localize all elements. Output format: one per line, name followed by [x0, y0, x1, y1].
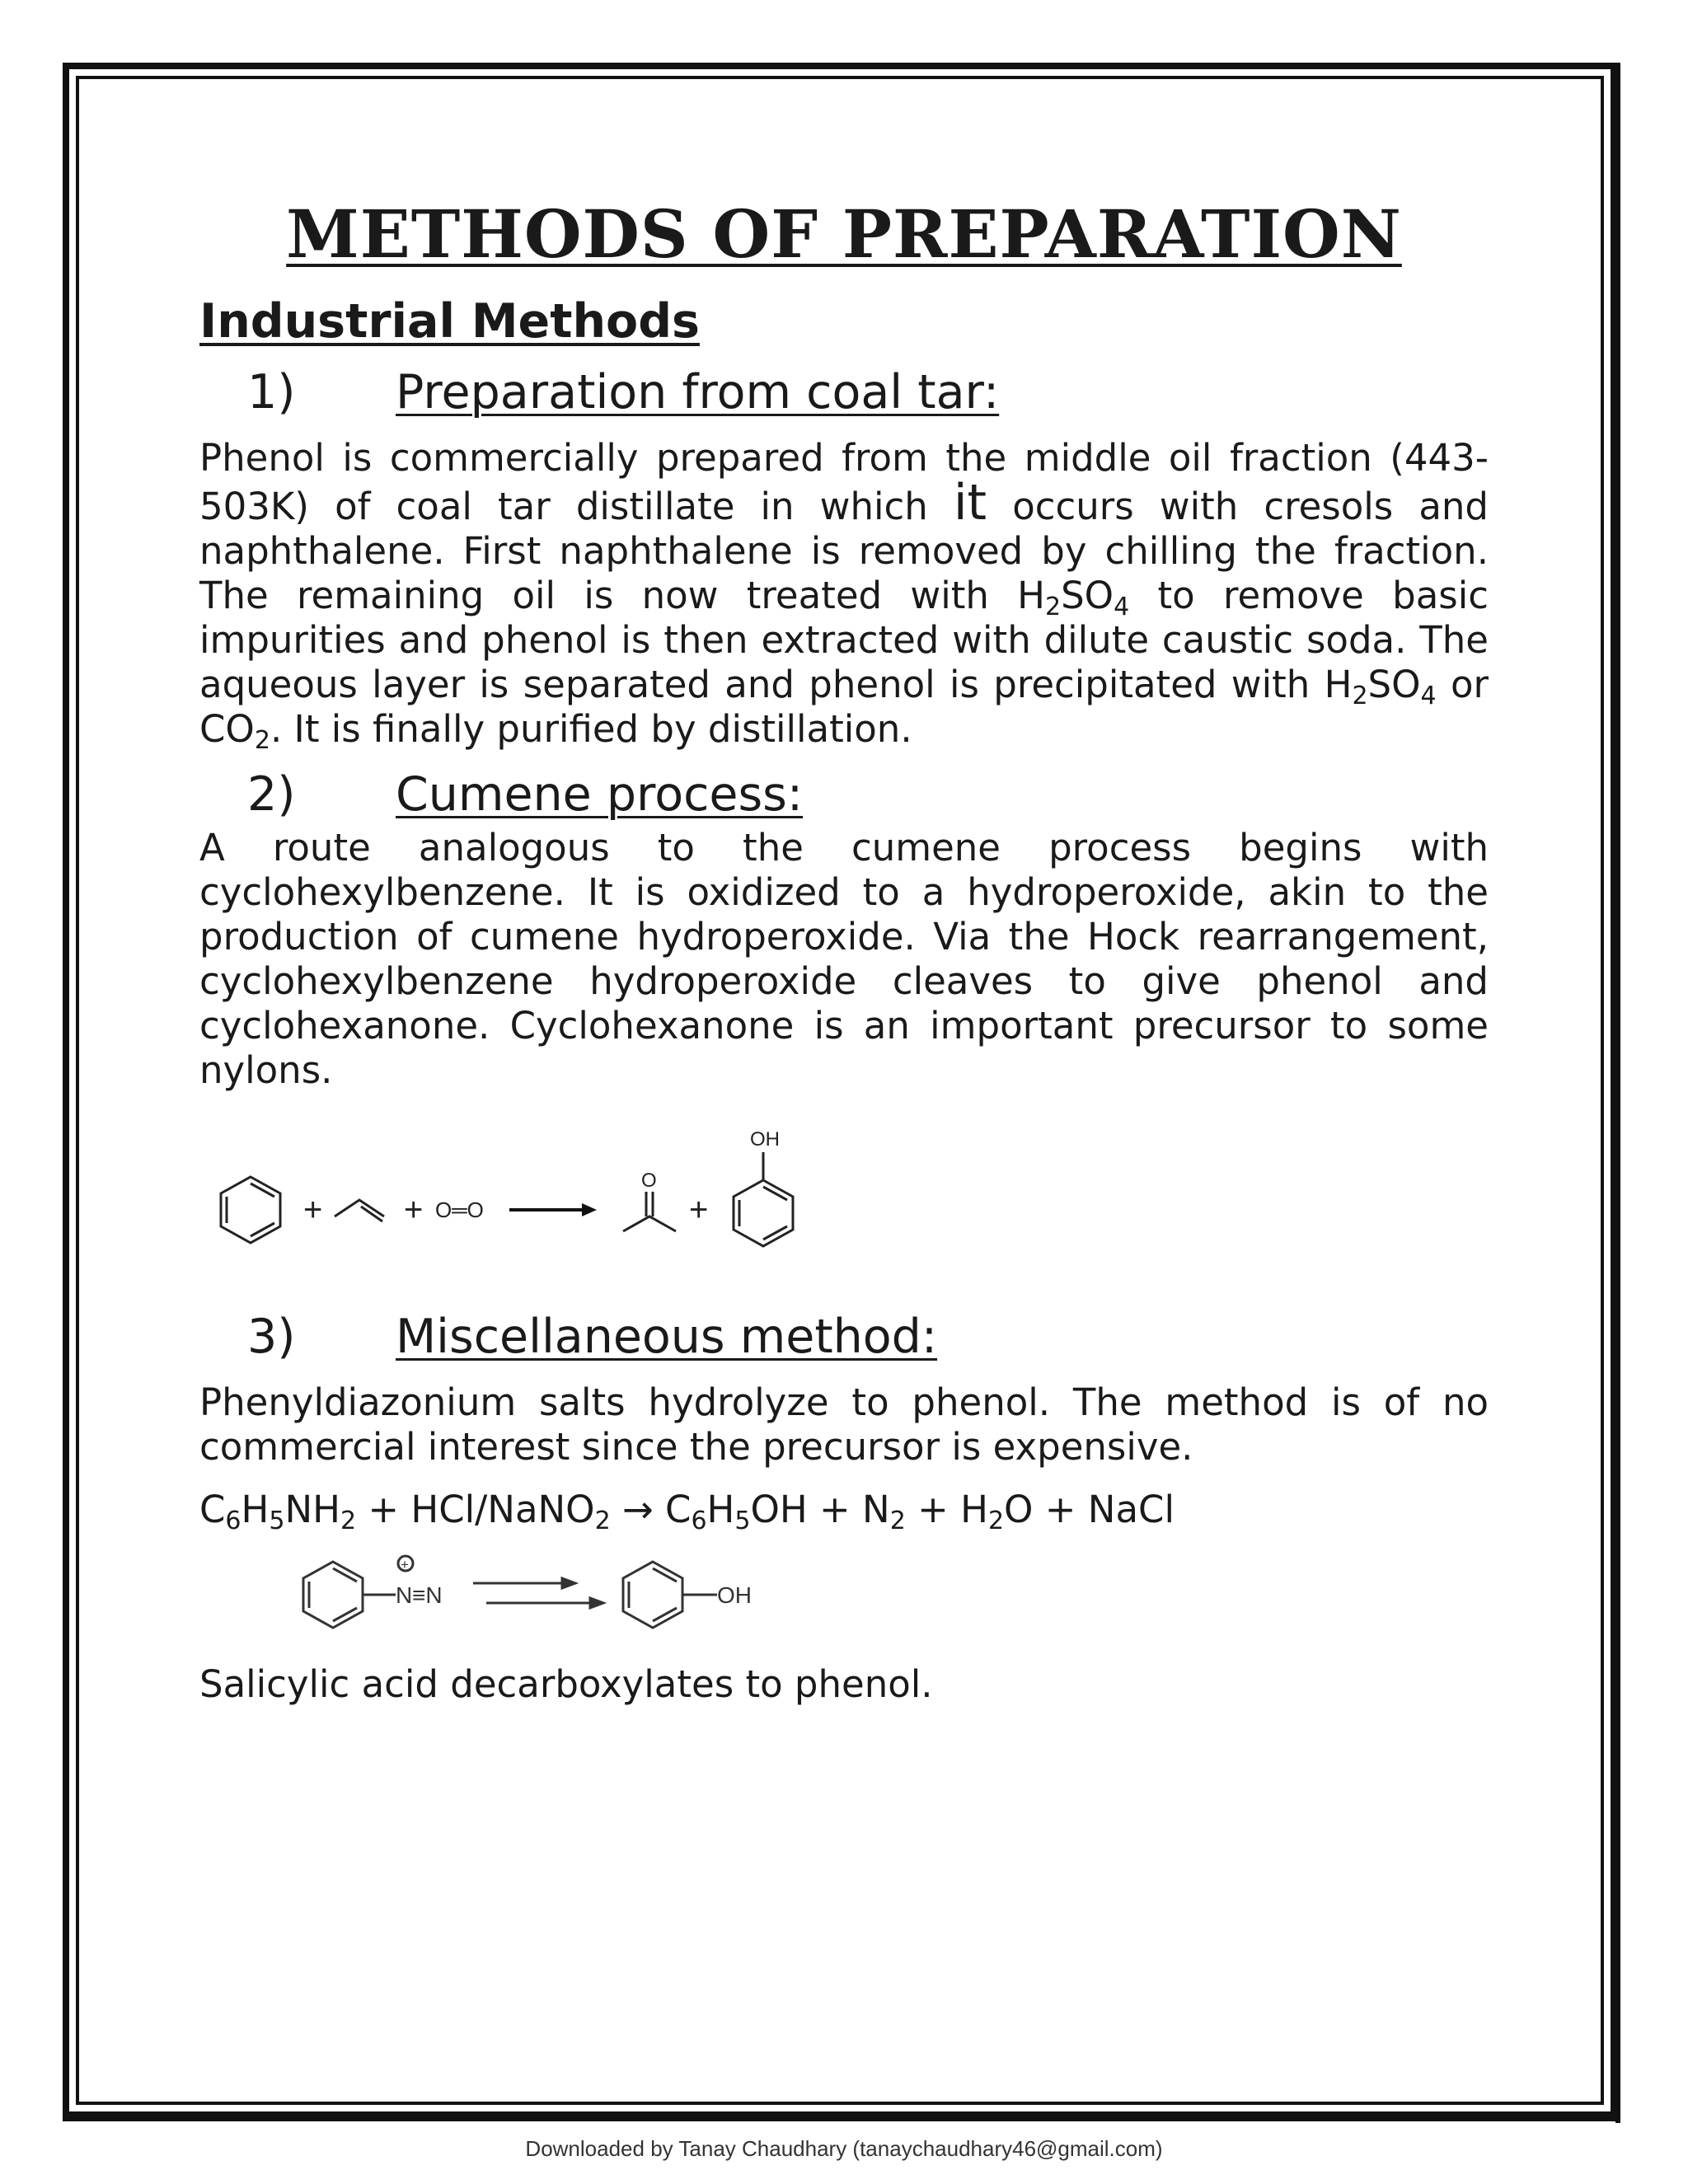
eq-part: C — [199, 1487, 226, 1531]
nitrogen-label: N — [396, 1582, 413, 1608]
method-2-paragraph: A route analogous to the cumene process begins with cyclohexylbenzene. It is oxidized to a hydroperoxide, akin to the production of cumene hydroperoxide. Via the Hock rearrangement, cyclohexylbenzene hydroperoxide cleaves to give phenol and cyclohexanone. Cyclohexanone is an important precursor to some nylons. — [199, 826, 1489, 1093]
subscript: 4 — [1114, 592, 1130, 621]
method-2-title: Cumene process: — [396, 766, 804, 822]
method-1-text-c: SO — [1061, 573, 1114, 617]
method-3-paragraph: Phenyldiazonium salts hydrolyze to phenol. The method is of no commercial interest since the precursor is expensive. — [199, 1380, 1489, 1469]
subscript: 4 — [1420, 681, 1437, 710]
diazonium-reaction-scheme — [298, 1544, 809, 1634]
method-3-title: Miscellaneous method: — [396, 1310, 938, 1365]
eq-part: + H — [905, 1487, 988, 1531]
hydroxyl-label: OH — [750, 1128, 780, 1151]
section-heading: Industrial Methods — [199, 294, 700, 349]
eq-part: OH + N — [750, 1487, 890, 1531]
propene-structure — [335, 1200, 384, 1221]
page-border-shadow-bottom — [63, 2116, 1620, 2121]
subscript: 2 — [254, 725, 270, 755]
oxygen-molecule: O═O — [435, 1197, 484, 1223]
double-reaction-arrow — [473, 1578, 603, 1608]
method-1-text-b: occurs with cresols and naphthalene. First naphthalene is removed by chilling the fraction. The remaining oil is now treated with H — [199, 484, 1489, 617]
page-border-shadow-right — [1615, 63, 1620, 2123]
positive-charge-label: + — [401, 1556, 409, 1572]
hydroxyl-label: OH — [717, 1582, 752, 1608]
method-3-number: 3) — [247, 1310, 296, 1365]
method-1-text-f: or CO — [199, 662, 1489, 751]
phenol-structure — [734, 1152, 793, 1246]
subscript: 6 — [691, 1506, 707, 1535]
subscript: 2 — [987, 1506, 1005, 1535]
carbonyl-oxygen-label: O — [641, 1169, 657, 1193]
method-1-paragraph — [199, 435, 1489, 755]
method-3-closing: Salicylic acid decarboxylates to phenol. — [199, 1661, 933, 1706]
eq-part: O + NaCl — [1004, 1487, 1175, 1531]
eq-part: H — [241, 1487, 270, 1531]
document-content — [199, 195, 1489, 1707]
method-2-number: 2) — [247, 766, 296, 822]
subscript: 2 — [889, 1506, 906, 1535]
eq-part: + HCl/NaNO — [356, 1487, 595, 1531]
eq-part: → C — [610, 1487, 692, 1531]
subscript: 2 — [1045, 592, 1062, 621]
method-1-number: 1) — [247, 365, 296, 420]
method-1-text-g: . It is finally purified by distillation. — [270, 706, 912, 751]
method-2-heading — [247, 766, 1489, 823]
eq-part: H — [706, 1487, 735, 1531]
phenol-product-structure — [623, 1562, 717, 1628]
subscript: 6 — [225, 1506, 241, 1535]
subscript: 2 — [340, 1506, 357, 1535]
plus-sign: + — [303, 1192, 323, 1229]
method-1-it-word: it — [953, 473, 987, 532]
download-footer: Downloaded by Tanay Chaudhary (tanaychaudhary46@gmail.com) — [525, 2136, 1163, 2161]
diazonium-equation — [199, 1487, 1489, 1535]
eq-part: NH — [284, 1487, 340, 1531]
method-3-heading — [247, 1309, 1489, 1365]
plus-sign: + — [404, 1192, 424, 1229]
plus-sign: + — [689, 1192, 709, 1229]
subscript: 5 — [269, 1506, 285, 1535]
method-1-heading — [247, 364, 1489, 420]
subscript: 2 — [1352, 681, 1368, 710]
subscript: 5 — [734, 1506, 751, 1535]
cumene-reaction-scheme — [219, 1126, 813, 1266]
method-1-text-a: Phenol is commercially prepared from the middle oil fraction (443-503K) of coal tar distillate in which — [199, 435, 1489, 528]
triple-bond-nitrogen-label: ≡N — [412, 1582, 443, 1608]
method-1-text-d: to remove basic impurities and phenol is then extracted with dilute caustic soda. The aqueous layer is separated and phenol is precipitated with H — [199, 573, 1489, 706]
reaction-arrow — [509, 1203, 597, 1216]
page-title: METHODS OF PREPARATION — [286, 195, 1402, 273]
method-1-title: Preparation from coal tar: — [396, 365, 1000, 420]
subscript: 2 — [594, 1506, 611, 1535]
acetone-structure — [623, 1192, 676, 1231]
benzene-structure — [221, 1177, 280, 1243]
method-1-text-e: SO — [1367, 662, 1421, 706]
